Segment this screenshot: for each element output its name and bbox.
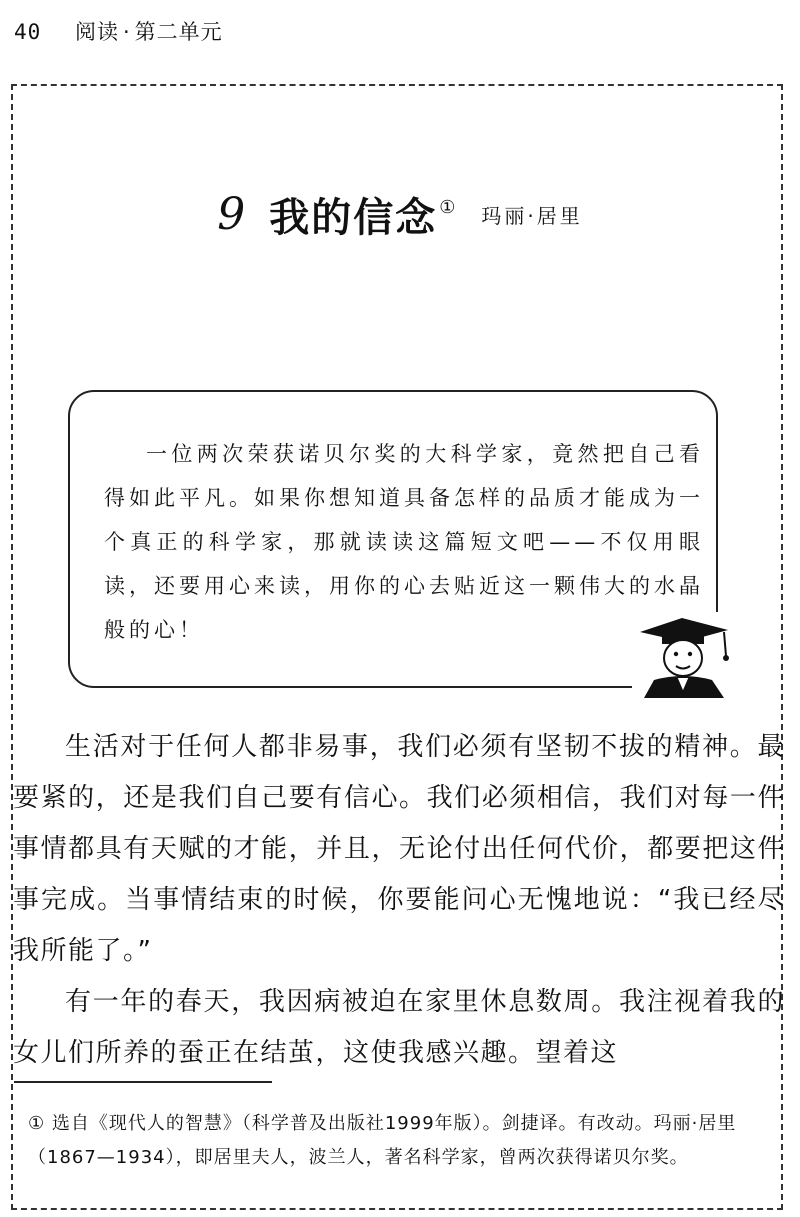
lesson-number: 9: [217, 189, 246, 240]
section-label: 阅读: [74, 20, 119, 44]
page-header: [14, 16, 223, 46]
lesson-title-row: [0, 186, 800, 243]
footnote-marker: ①: [439, 196, 456, 218]
body-paragraph-2: 有一年的春天，我因病被迫在家里休息数周。我注视着我的女儿们所养的蚕正在结茧，这使我感兴趣。望着这: [13, 987, 785, 1068]
scholar-cartoon-icon: [632, 612, 736, 698]
section-separator: ·: [122, 20, 131, 44]
author-name: 玛丽·居里: [481, 204, 583, 228]
unit-label: 第二单元: [134, 20, 223, 44]
body-paragraph-1: 生活对于任何人都非易事，我们必须有坚韧不拔的精神。最要紧的，还是我们自己要有信心。我们必须相信，我们对每一件事情都具有天赋的才能，并且，无论付出任何代价，都要把这件事完成。当事情结束的时候，你要能问心无愧地说：“我已经尽我所能了。”: [13, 732, 785, 966]
footnote-divider: [14, 1081, 272, 1083]
intro-box: [68, 390, 718, 688]
page-number: 40: [14, 20, 42, 44]
intro-text: 一位两次荣获诺贝尔奖的大科学家，竟然把自己看得如此平凡。如果你想知道具备怎样的品质才能成为一个真正的科学家，那就读读这篇短文吧——不仅用眼读，还要用心来读，用你的心去贴近这一颗伟大的水晶般的心！: [104, 442, 704, 642]
body-text: [13, 722, 785, 1079]
lesson-title: 我的信念: [269, 195, 438, 241]
footnote: ① 选自《现代人的智慧》（科学普及出版社1999年版）。剑捷译。有改动。玛丽·居里（1867—1934），即居里夫人，波兰人，著名科学家，曾两次获得诺贝尔奖。: [28, 1113, 737, 1168]
